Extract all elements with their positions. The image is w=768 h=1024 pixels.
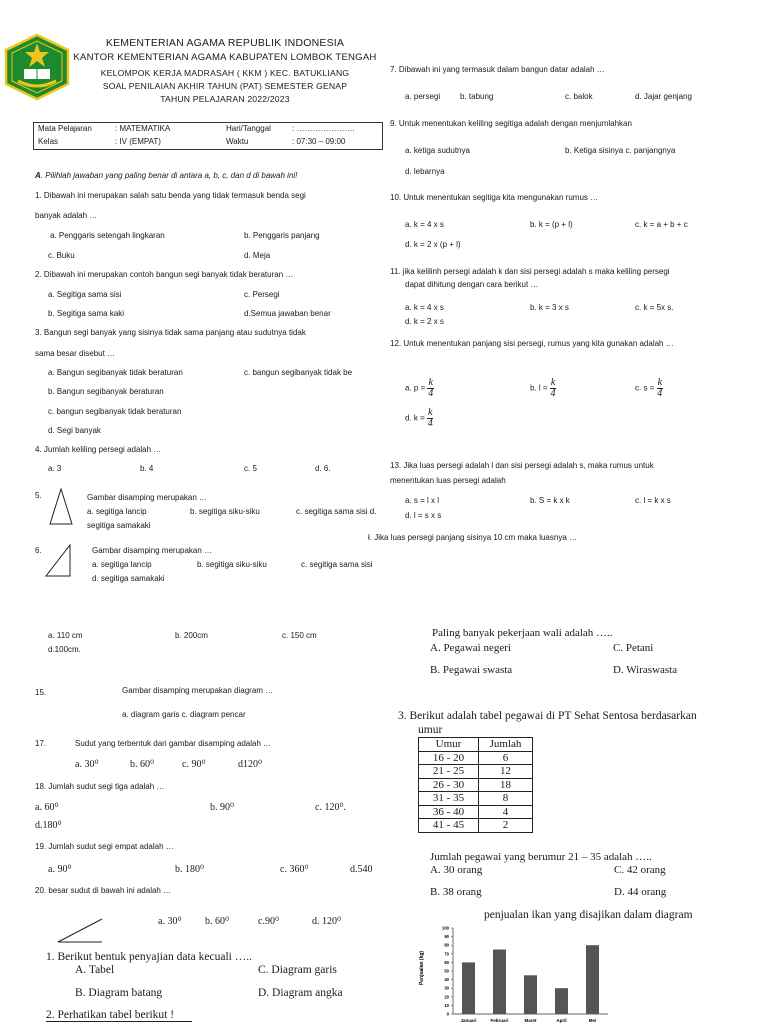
instruction-text: . Pilihlah jawaban yang paling benar di antara a, b, c, dan d di bawah ini!: [40, 171, 298, 180]
x-tick-label: Februari: [490, 1018, 509, 1023]
y-tick-label: 40: [444, 977, 449, 983]
e1-option-a: A. Tabel: [75, 964, 115, 976]
table-cell: 8: [479, 792, 533, 806]
bar-februari: [493, 950, 506, 1015]
subject-value: : MATEMATIKA: [115, 124, 171, 133]
q9-option-a: a. ketiga sudutnya: [405, 146, 470, 155]
q17-option-b: b. 60⁰: [130, 759, 155, 770]
q4-option-a: a. 3: [48, 464, 62, 473]
q2-option-d: d.Semua jawaban benar: [244, 309, 331, 318]
q7-option-b: b. tabung: [460, 92, 494, 101]
q6-option-a: a. segitiga lancip: [92, 560, 152, 569]
q19-option-a: a. 90⁰: [48, 864, 72, 875]
q2-option-b: c. Persegi: [244, 290, 280, 299]
q18-option-a: a. 60⁰: [35, 802, 59, 813]
y-tick-label: 70: [444, 951, 449, 957]
bar-januari: [462, 962, 475, 1014]
table-cell: 36 - 40: [419, 805, 479, 819]
bar-april: [555, 988, 568, 1014]
header-office: KANTOR KEMENTERIAN AGAMA KABUPATEN LOMBOK TENGAH: [73, 52, 377, 63]
q5-option-a: a. segitiga lancip: [87, 507, 147, 516]
header-year: TAHUN PELAJARAN 2022/2023: [160, 94, 290, 104]
fraction-denominator: 4: [428, 388, 434, 399]
table-row: [419, 805, 533, 819]
q10-option-d: d. k = 2 x (p + l): [405, 240, 461, 249]
q19-option-d: d.540: [350, 864, 373, 875]
table-row: [419, 778, 533, 792]
q14-option-b: b. 200cm: [175, 631, 208, 640]
table-cell: 26 - 30: [419, 778, 479, 792]
q20-option-d: d. 120⁰: [312, 916, 342, 927]
q7-option-c: c. balok: [565, 92, 593, 101]
q14-text: ł. Jika luas persegi panjang sisinya 10 cm maka luasnya …: [368, 533, 577, 542]
q1-option-a: a. Penggaris setengah lingkaran: [50, 231, 165, 240]
y-tick-label: 80: [444, 942, 449, 948]
y-tick-label: 100: [442, 925, 449, 931]
instruction: [35, 171, 297, 180]
q14-option-d: d.100cm.: [48, 645, 81, 654]
table-cell: 2: [479, 819, 533, 833]
qj-text: Jumlah pegawai yang berumur 21 – 35 adalah …..: [430, 851, 652, 863]
table-cell: 21 - 25: [419, 765, 479, 779]
table-header-cell: Umur: [419, 738, 479, 752]
y-tick-label: 20: [444, 994, 449, 1000]
fraction-numerator: k: [550, 377, 556, 388]
q1-option-c: c. Buku: [48, 251, 75, 260]
time-value: : 07:30 – 09:00: [292, 137, 346, 146]
table-cell: 31 - 35: [419, 792, 479, 806]
q7-option-a: a. persegi: [405, 92, 441, 101]
q17-number: 17.: [35, 739, 47, 748]
q10-text: 10. Untuk menentukan segitiga kita mengunakan rumus …: [390, 193, 599, 202]
q4-option-c: c. 5: [244, 464, 257, 473]
fraction-numerator: k: [428, 407, 433, 418]
table-row: [419, 751, 533, 765]
table-cell: 12: [479, 765, 533, 779]
q9-text: 9. Untuk menentukan keliling segitiga adalah dengan menjumlahkan: [390, 119, 632, 128]
q5-option-d: segitiga samakaki: [87, 521, 151, 530]
table-cell: 4: [479, 805, 533, 819]
q11-option-b: b. k = 3 x s: [530, 303, 569, 312]
fraction-numerator: k: [428, 377, 433, 388]
q12-option-c-label: c. s =: [635, 383, 655, 393]
q11-text-2: dapat dihitung dengan cara berikut …: [405, 280, 539, 289]
q5-number: 5.: [35, 491, 42, 500]
class-label: Kelas: [38, 137, 59, 146]
x-tick-label: April: [556, 1018, 567, 1023]
q20-text: 20. besar sudut di bawah ini adalah …: [35, 886, 172, 895]
q5-option-c: c. segitiga sama sisi d.: [296, 507, 377, 516]
y-tick-label: 10: [444, 1002, 449, 1008]
table-row: [419, 765, 533, 779]
x-tick-label: Mei: [588, 1018, 597, 1023]
q3-option-a: a. Bangun segibanyak tidak beraturan: [48, 368, 183, 377]
qw-option-d: D. Wiraswasta: [613, 664, 678, 676]
q11-option-d: d. k = 2 x s: [405, 317, 444, 326]
q9-option-c: d. lebarnya: [405, 167, 445, 176]
table-row: [419, 792, 533, 806]
q18-option-c: c. 120⁰.: [315, 802, 346, 813]
chart-title: penjualan ikan yang disajikan dalam diagram: [484, 909, 693, 921]
header-exam: SOAL PENILAIAN AKHIR TAHUN (PAT) SEMESTER GENAP: [102, 81, 348, 91]
q15-text: Gambar disamping merupakan diagram …: [122, 686, 274, 695]
q19-option-c: c. 360⁰: [280, 864, 309, 875]
q17-text: Sudut yang terbentuk dari gambar disamping adalah …: [75, 739, 272, 748]
kemenag-logo: [4, 33, 70, 101]
time-label: Waktu: [226, 137, 249, 146]
table-cell: 16 - 20: [419, 751, 479, 765]
class-value: : IV (EMPAT): [115, 137, 161, 146]
qw-option-b: B. Pegawai swasta: [430, 664, 513, 676]
header-ministry: KEMENTERIAN AGAMA REPUBLIK INDONESIA: [105, 37, 345, 49]
q3-text-2: sama besar disebut …: [35, 349, 116, 358]
q3-option-d: c. bangun segibanyak tidak beraturan: [48, 407, 182, 416]
e1-option-c: C. Diagram garis: [258, 964, 337, 976]
date-value: : ………………….: [292, 124, 355, 133]
e2-text: 2. Perhatikan tabel berikut !: [46, 1009, 192, 1022]
q12-option-b-label: b. l =: [530, 383, 548, 393]
qj-option-b: B. 38 orang: [430, 886, 482, 898]
q3-option-e: d. Segi banyak: [48, 426, 101, 435]
q4-text: 4. Jumlah keliling persegi adalah …: [35, 445, 162, 454]
y-tick-label: 90: [444, 934, 449, 940]
q7-text: 7. Dibawah ini yang termasuk dalam bangun datar adalah …: [390, 65, 605, 74]
q6-text: Gambar disamping merupakan …: [92, 546, 213, 555]
q7-option-d: d. Jajar genjang: [635, 92, 692, 101]
q20-option-a: a. 30⁰: [158, 916, 182, 927]
fraction-denominator: 4: [657, 388, 663, 399]
k-over-4-fraction: [657, 378, 663, 399]
q3e-text: 3. Berikut adalah tabel pegawai di PT Sehat Sentosa berdasarkan: [398, 710, 697, 722]
q11-option-c: c. k = 5x s.: [635, 303, 674, 312]
q3e-text-2: umur: [418, 724, 443, 736]
q17-option-a: a. 30⁰: [75, 759, 99, 770]
q12-option-c: [635, 378, 663, 399]
q1-text-2: banyak adalah …: [35, 211, 98, 220]
q17-option-c: c. 90⁰: [182, 759, 206, 770]
e1-option-b: B. Diagram batang: [75, 987, 163, 999]
q11-text-1: 11. jika kelilinh persegi adalah k dan sisi persegi adalah s maka keliling persegi: [390, 267, 670, 276]
q1-option-d: d. Meja: [244, 251, 271, 260]
e1-option-d: D. Diagram angka: [258, 987, 343, 999]
q18-option-b: b. 90⁰: [210, 802, 235, 813]
y-tick-label: 50: [444, 968, 449, 974]
table-row: [419, 819, 533, 833]
q14-option-c: c. 150 cm: [282, 631, 317, 640]
q2-option-a: a. Segitiga sama sisi: [48, 290, 122, 299]
q6-right-triangle-figure: [44, 543, 74, 579]
q14-option-a: a. 110 cm: [48, 631, 83, 640]
q5-option-b: b. segitiga siku-siku: [190, 507, 260, 516]
q20-option-c: c.90⁰: [258, 916, 279, 927]
e1-text: 1. Berikut bentuk penyajian data kecuali …..: [46, 951, 252, 963]
q2-option-c: b. Segitiga sama kaki: [48, 309, 125, 318]
qj-option-c: C. 42 orang: [614, 864, 666, 876]
q13-option-c: c. l = k x s: [635, 496, 671, 505]
q10-option-b: b. k = (p + l): [530, 220, 573, 229]
bar-mei: [586, 945, 599, 1014]
q12-option-d-label: d. k =: [405, 413, 425, 423]
subject-label: Mata Pelajaran: [38, 124, 92, 133]
k-over-4-fraction: [427, 408, 433, 429]
q6-option-c: c. segitiga sama sisi: [301, 560, 373, 569]
fraction-denominator: 4: [427, 418, 433, 429]
qw-option-a: A. Pegawai negeri: [430, 642, 511, 654]
q19-option-b: b. 180⁰: [175, 864, 205, 875]
y-tick-label: 0: [446, 1011, 449, 1017]
y-tick-label: 60: [444, 959, 449, 965]
q13-option-b: b. S = k x k: [530, 496, 570, 505]
table-cell: 41 - 45: [419, 819, 479, 833]
k-over-4-fraction: [427, 378, 433, 399]
qj-option-a: A. 30 orang: [430, 864, 483, 876]
q12-text: 12. Untuk menentukan panjang sisi persegi, rumus yang kita gunakan adalah …: [390, 339, 674, 348]
qj-option-d: D. 44 orang: [614, 886, 667, 898]
qw-option-c: C. Petani: [613, 642, 654, 654]
q18-option-d: d.180⁰: [35, 820, 62, 831]
q1-option-b: b. Penggaris panjang: [244, 231, 320, 240]
q18-text: 18. Jumlah sudut segi tiga adalah …: [35, 782, 165, 791]
q11-option-a: a. k = 4 x s: [405, 303, 444, 312]
q12-option-b: [530, 378, 556, 399]
q2-text: 2. Dibawah ini merupakan contoh bangun segi banyak tidak beraturan …: [35, 270, 294, 279]
q10-option-a: a. k = 4 x s: [405, 220, 444, 229]
table-header-row: [419, 738, 533, 752]
date-label: Hari/Tanggal: [226, 124, 271, 133]
q12-option-a: [405, 378, 434, 399]
x-tick-label: Januari: [460, 1018, 477, 1023]
q4-option-b: b. 4: [140, 464, 154, 473]
q20-option-b: b. 60⁰: [205, 916, 230, 927]
qw-text: Paling banyak pekerjaan wali adalah …..: [432, 627, 613, 639]
fish-sales-bar-chart: [413, 918, 613, 1024]
q6-option-d: d. segitiga samakaki: [92, 574, 165, 583]
table-cell: 6: [479, 751, 533, 765]
header-kkm: KELOMPOK KERJA MADRASAH ( KKM ) KEC. BATUKLIANG: [100, 68, 350, 78]
table-header-cell: Jumlah: [479, 738, 533, 752]
q6-option-b: b. segitiga siku-siku: [197, 560, 267, 569]
q12-option-d: [405, 408, 433, 429]
q13-option-a: a. s = l x l: [405, 496, 440, 505]
q13-option-d: d. l = s x s: [405, 511, 442, 520]
q6-number: 6.: [35, 546, 42, 555]
q13-text-2: menentukan luas persegi adalah: [390, 476, 506, 485]
k-over-4-fraction: [550, 378, 556, 399]
instruction-prefix: A: [35, 171, 41, 180]
q15-number: 15.: [35, 688, 47, 697]
bar-maret: [524, 975, 537, 1014]
employee-age-table: [418, 737, 533, 833]
q20-angle-figure: [56, 915, 104, 945]
q12-option-a-label: a. p =: [405, 383, 426, 393]
q4-option-d: d. 6.: [315, 464, 331, 473]
q9-option-b: b. Ketiga sisinya c. panjangnya: [565, 146, 676, 155]
q3-option-c: b. Bangun segibanyak beraturan: [48, 387, 164, 396]
q3-text-1: 3. Bangun segi banyak yang sisinya tidak sama panjang atau sudutnya tidak: [35, 328, 306, 337]
fraction-numerator: k: [657, 377, 663, 388]
table-cell: 18: [479, 778, 533, 792]
q1-text-1: 1. Dibawah ini merupakan salah satu benda yang tidak termasuk benda segi: [35, 191, 306, 200]
y-axis-label: Penjualan (kg): [419, 950, 425, 986]
q17-option-d: d120⁰: [238, 759, 263, 770]
q5-text: Gambar disamping merupakan …: [87, 493, 208, 502]
q13-text-1: 13. Jika luas persegi adalah l dan sisi persegi adalah s, maka rumus untuk: [390, 461, 654, 470]
q19-text: 19. Jumlah sudut segi empat adalah …: [35, 842, 174, 851]
q10-option-c: c. k = a + b + c: [635, 220, 688, 229]
q15-options: a. diagram garis c. diagram pencar: [122, 710, 246, 719]
q5-acute-triangle-figure: [48, 487, 74, 527]
x-tick-label: Maret: [524, 1018, 537, 1023]
y-tick-label: 30: [444, 985, 449, 991]
fraction-denominator: 4: [550, 388, 556, 399]
q3-option-b: c. bangun segibanyak tidak be: [244, 368, 353, 377]
